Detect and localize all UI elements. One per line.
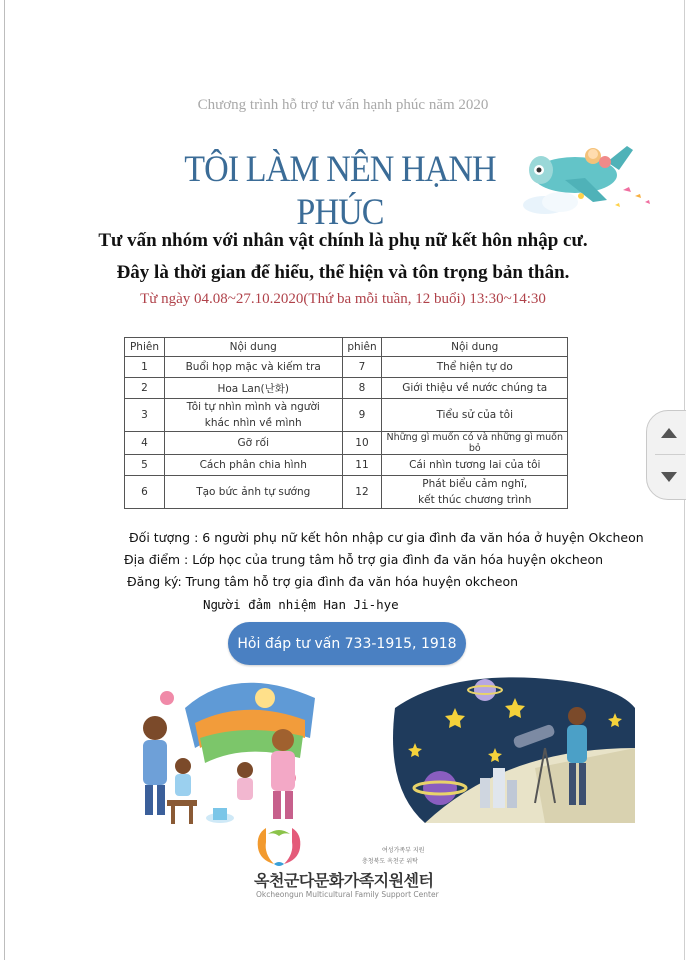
session-number: 4 bbox=[125, 432, 165, 455]
stargazing-illustration bbox=[385, 668, 640, 828]
scroll-down-button[interactable] bbox=[647, 457, 686, 497]
session-content: Buổi họp mặc và kiếm tra bbox=[164, 357, 342, 378]
session-content-line: Tôi tự nhìn mình và người bbox=[186, 401, 320, 413]
session-number: 2 bbox=[125, 378, 165, 399]
session-content: Thể hiện tự do bbox=[382, 357, 568, 378]
logo-sponsor-text: 여성가족부 지원 bbox=[382, 847, 425, 854]
col-header-content: Nội dung bbox=[382, 338, 568, 357]
page-scroll-control bbox=[646, 410, 686, 500]
session-content: Tiểu sử của tôi bbox=[382, 399, 568, 432]
page-border-left bbox=[4, 0, 5, 960]
program-subtitle: Chương trình hỗ trợ tư vấn hạnh phúc năm 2020 bbox=[197, 97, 489, 113]
session-content: Tạo bức ảnh tự sướng bbox=[164, 476, 342, 509]
session-content: Gỡ rối bbox=[164, 432, 342, 455]
table-row bbox=[125, 378, 568, 399]
session-number: 8 bbox=[342, 378, 382, 399]
table-header-row bbox=[125, 338, 568, 357]
registration-info: Đăng ký: Trung tâm hỗ trợ gia đình đa văn hóa huyện okcheon bbox=[127, 574, 519, 589]
session-content-line: Phát biểu cảm nghĩ, bbox=[422, 478, 528, 490]
table-row bbox=[125, 399, 568, 432]
table-row bbox=[125, 476, 568, 509]
logo-entrust-text: 충청북도 옥천군 위탁 bbox=[362, 858, 418, 865]
airplane-illustration bbox=[515, 140, 660, 225]
intro-line-1: Tư vấn nhóm với nhân vật chính là phụ nữ kết hôn nhập cư. bbox=[98, 230, 588, 251]
table-row bbox=[125, 357, 568, 378]
col-header-content: Nội dung bbox=[164, 338, 342, 357]
session-content: Hoa Lan(난화) bbox=[164, 378, 342, 399]
consultation-phone-button[interactable]: Hỏi đáp tư vấn 733-1915, 1918 bbox=[228, 622, 466, 665]
triangle-down-icon bbox=[660, 471, 678, 483]
session-content bbox=[164, 399, 342, 432]
intro-line-2: Đây là thời gian để hiểu, thể hiện và tôn trọng bản thân. bbox=[116, 262, 570, 283]
session-number: 5 bbox=[125, 455, 165, 476]
scroll-separator bbox=[655, 454, 685, 455]
logo-emblem-icon bbox=[252, 824, 306, 868]
table-row bbox=[125, 432, 568, 455]
program-dates: Từ ngày 04.08~27.10.2020(Thứ ba mỗi tuần, 12 buổi) 13:30~14:30 bbox=[140, 291, 546, 307]
session-number: 3 bbox=[125, 399, 165, 432]
col-header-session: Phiên bbox=[125, 338, 165, 357]
session-content: Giới thiệu về nước chúng ta bbox=[382, 378, 568, 399]
session-number: 6 bbox=[125, 476, 165, 509]
table-row bbox=[125, 455, 568, 476]
session-content: Cái nhìn tương lai của tôi bbox=[382, 455, 568, 476]
session-number: 10 bbox=[342, 432, 382, 455]
session-number: 12 bbox=[342, 476, 382, 509]
location-info: Địa điểm : Lớp học của trung tâm hỗ trợ gia đình đa văn hóa huyện okcheon bbox=[124, 552, 604, 567]
page-title: TÔI LÀM NÊN HẠNH PHÚC bbox=[184, 149, 496, 233]
session-content: Cách phân chia hình bbox=[164, 455, 342, 476]
logo-korean-name: 옥천군다문화가족지원센터 bbox=[254, 871, 434, 890]
session-number: 9 bbox=[342, 399, 382, 432]
col-header-session: phiên bbox=[342, 338, 382, 357]
triangle-up-icon bbox=[660, 427, 678, 439]
session-number: 7 bbox=[342, 357, 382, 378]
target-audience: Đối tượng : 6 người phụ nữ kết hôn nhập cư gia đình đa văn hóa ở huyện Okcheon bbox=[129, 530, 644, 545]
schedule-table bbox=[124, 337, 568, 509]
session-content bbox=[382, 476, 568, 509]
session-content: Những gì muốn có và những gì muốn bỏ bbox=[382, 432, 568, 455]
session-number: 1 bbox=[125, 357, 165, 378]
session-content-line: khác nhìn về mình bbox=[204, 417, 302, 429]
contact-person: Người đảm nhiệm Han Ji-hye bbox=[203, 597, 399, 612]
center-logo bbox=[250, 824, 450, 904]
logo-english-name: Okcheongun Multicultural Family Support Center bbox=[256, 890, 439, 899]
session-number: 11 bbox=[342, 455, 382, 476]
session-content-line: kết thúc chương trình bbox=[418, 494, 532, 506]
family-painting-illustration bbox=[125, 668, 340, 828]
scroll-up-button[interactable] bbox=[647, 413, 686, 453]
